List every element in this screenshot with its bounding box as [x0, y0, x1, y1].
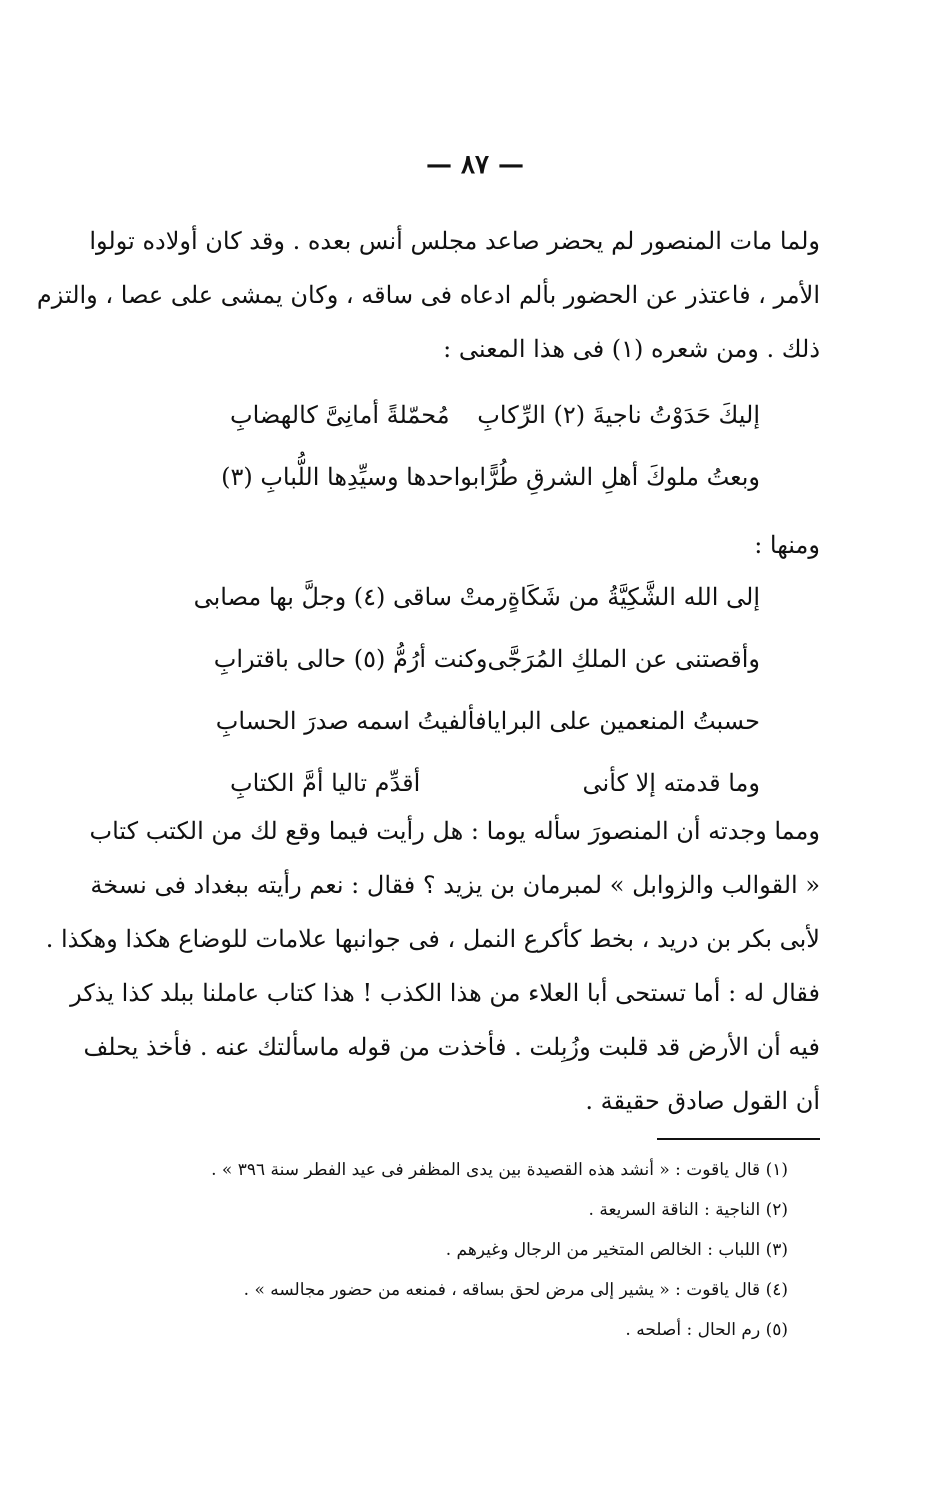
- verse-second-hemistich: فألفيتُ اسمه صدرَ الحسابِ: [215, 707, 487, 735]
- verse-first-hemistich: إليكَ حَدَوْتُ ناجيةَ (٢) الرِّكابِ: [477, 401, 760, 429]
- verse-line: [193, 566, 760, 628]
- verse-first-hemistich: وأقصتنى عن الملكِ المُرَجَّى: [487, 645, 760, 673]
- text-line: لأبى بكر بن دريد ، بخط كأكرع النمل ، فى جوانبها علامات للوضاع هكذا وهكذا .: [45, 925, 820, 953]
- footnote: (٢) الناجية : الناقة السريعة .: [588, 1200, 788, 1220]
- verse-first-hemistich: وما قدمته إلا كأنى: [582, 769, 760, 797]
- verse-first-hemistich: إلى الله الشَّكِيَّةُ من شَكَاةٍ: [507, 583, 760, 611]
- text-line: فقال له : أما تستحى أبا العلاء من هذا الكذب ! هذا كتاب عاملنا ببلد كذا يذكر: [70, 979, 820, 1007]
- footnote: (٣) اللباب : الخالص المتخير من الرجال وغيرهم .: [445, 1240, 788, 1260]
- footnotes: [168, 1150, 788, 1350]
- poem-verses-2: [193, 566, 760, 814]
- verse-line: [213, 628, 760, 690]
- footnote: (٥) رم الحال : أصلحه .: [625, 1320, 788, 1340]
- verse-second-hemistich: وكنت أرُمُّ (٥) حالى باقترابِ: [213, 645, 488, 673]
- verse-first-hemistich: حسبتُ المنعمين على البرايا: [486, 707, 760, 735]
- text-line: فيه أن الأرض قد قلبت وزُبِلت . فأخذت من قوله ماسألتك عنه . فأخذ يحلف: [83, 1033, 820, 1061]
- verse-line: [221, 446, 760, 508]
- verse-line: [215, 690, 760, 752]
- verse-second-hemistich: أقدِّم تاليا أمَّ الكتابِ: [230, 769, 421, 797]
- verse-second-hemistich: رمتْ ساقى (٤) وجلَّ بها مصابى: [193, 583, 508, 611]
- verse-intro: [168, 518, 820, 572]
- text-line: ذلك . ومن شعره (١) فى هذا المعنى :: [443, 335, 820, 363]
- footnote-separator: [657, 1138, 820, 1140]
- verse-line: [230, 384, 760, 446]
- page-number: — ٨٧ —: [425, 150, 525, 180]
- text-line: أن القول صادق حقيقة .: [585, 1087, 820, 1115]
- poem-verses-1: [221, 384, 760, 508]
- verse-first-hemistich: وبعتُ ملوكَ أهلِ الشرقِ طُرًّا: [479, 463, 760, 491]
- footnote: (١) قال ياقوت : « أنشد هذه القصيدة بين يدى المظفر فى عيد الفطر سنة ٣٩٦ » .: [211, 1160, 788, 1180]
- verse-second-hemistich: مُحمّلةً أمانِىَّ كالهضابِ: [230, 401, 450, 429]
- verse-second-hemistich: بواحدها وسيِّدِها اللُّبابِ (٣): [221, 463, 480, 491]
- text-line: ولما مات المنصور لم يحضر صاعد مجلس أنس بعده . وقد كان أولاده تولوا: [89, 227, 820, 255]
- footnote: (٤) قال ياقوت : « يشير إلى مرض لحق بساقه ، فمنعه من حضور مجالسه » .: [243, 1280, 788, 1300]
- text-line: ومنها :: [754, 531, 820, 559]
- text-line: الأمر ، فاعتذر عن الحضور بألم ادعاه فى ساقه ، وكان يمشى على عصا ، والتزم: [36, 281, 820, 309]
- intro-paragraph: [36, 214, 820, 376]
- text-line: « القوالب والزوابل » لمبرمان بن يزيد ؟ فقال : نعم رأيته ببغداد فى نسخة: [90, 871, 820, 899]
- story-paragraph: [45, 804, 820, 1128]
- text-line: ومما وجدته أن المنصورَ سأله يوما : هل رأيت فيما وقع لك من الكتب كتاب: [89, 817, 820, 845]
